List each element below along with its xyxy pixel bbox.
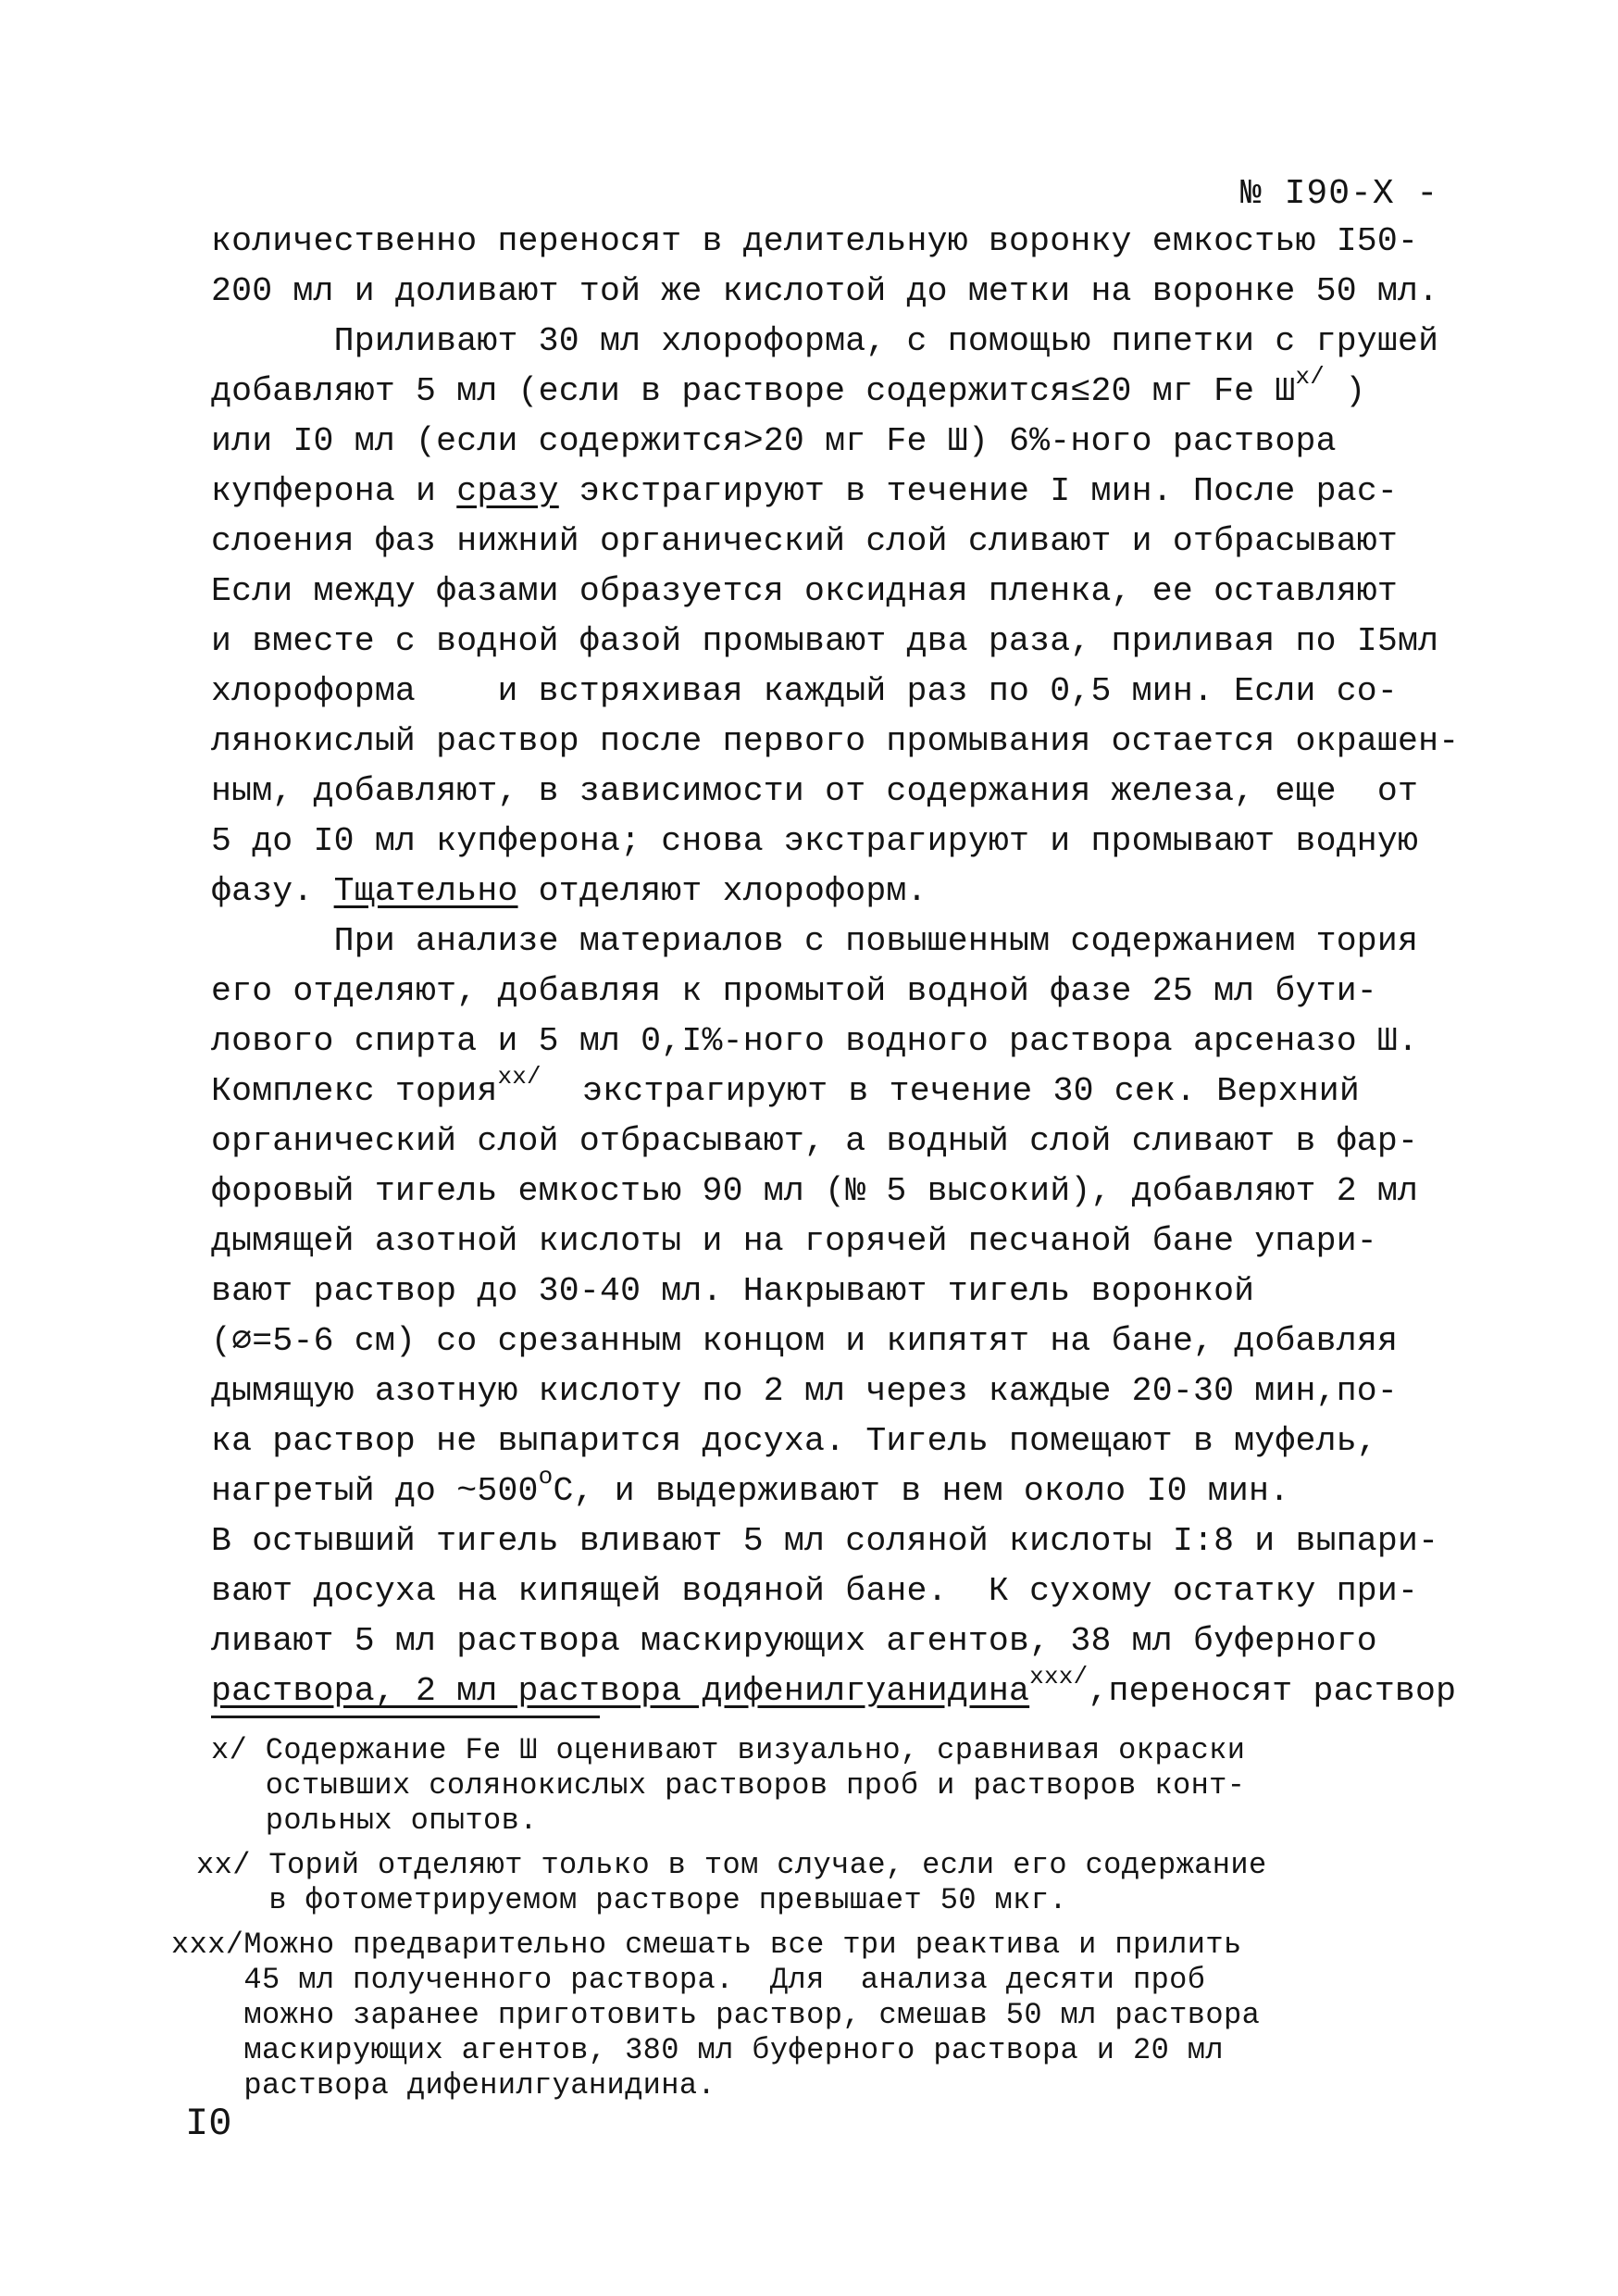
text-line (211, 1063, 1361, 1113)
text-line (211, 1463, 1290, 1513)
footnote-line: х/ Содержание Fe Ш оценивают визуально, сравнивая окраски (211, 1733, 1246, 1767)
text-line: 5 до I0 мл купферона; снова экстрагируют и промывают водную (211, 822, 1419, 860)
footnote-line: хх/ Торий отделяют только в том случае, если его содержание (196, 1848, 1267, 1882)
text-line: ка раствор не выпарится досуха. Тигель помещают в муфель, (211, 1422, 1377, 1460)
page-number: I0 (185, 2102, 232, 2146)
text-span: Комплекс тория (211, 1072, 498, 1110)
text-span: экстрагируют в течение 30 сек. Верхний (541, 1072, 1361, 1110)
footnote-line: остывших солянокислых растворов проб и растворов конт- (211, 1768, 1246, 1803)
text-line (211, 363, 1366, 413)
text-line: Если между фазами образуется оксидная пленка, ее оставляют (211, 572, 1399, 610)
text-span: раствора, 2 мл раствора дифенилгуанидина (211, 1672, 1030, 1710)
footnote-line: ххх/Можно предварительно смешать все три реактива и прилить (171, 1928, 1242, 1962)
footnote-line: маскирующих агентов, 380 мл буферного раствора и 20 мл (171, 2033, 1224, 2067)
footnote-ref: х/ (1295, 363, 1326, 391)
text-line: вают досуха на кипящей водяной бане. К сухому остатку при- (211, 1572, 1419, 1610)
footnote-line: можно заранее приготовить раствор, смешав 50 мл раствора (171, 1998, 1261, 2032)
text-line: Приливают 30 мл хлороформа, с помощью пипетки с грушей (211, 322, 1439, 360)
footnote-ref: хх/ (497, 1063, 541, 1091)
text-span: добавляют 5 мл (если в растворе содержится≤20 мг Fe Ш (211, 372, 1296, 410)
text-line (211, 870, 927, 913)
text-line: При анализе материалов с повышенным содержанием тория (211, 922, 1419, 960)
text-span: экстрагируют в течение I мин. После рас- (558, 472, 1399, 510)
text-line: дымящую азотную кислоту по 2 мл через каждые 20-30 мин,по- (211, 1372, 1399, 1410)
footnote-line: в фотометрируемом растворе превышает 50 мкг. (196, 1883, 1067, 1917)
text-line: количественно переносят в делительную воронку емкостью I50- (211, 222, 1419, 260)
text-line: хлороформа и встряхивая каждый раз по 0,5 мин. Если со- (211, 672, 1399, 710)
text-line: ным, добавляют, в зависимости от содержания железа, еще от (211, 772, 1419, 810)
text-line: вают раствор до 30-40 мл. Накрывают тигель воронкой (211, 1272, 1255, 1310)
document-number: № I90-Х - (1240, 174, 1439, 214)
footnote-ref: ххх/ (1029, 1663, 1089, 1691)
text-span: ,переносят раствор (1088, 1672, 1457, 1710)
text-line: его отделяют, добавляя к промытой водной фазе 25 мл бути- (211, 972, 1377, 1010)
text-line: лянокислый раствор после первого промывания остается окрашен- (211, 722, 1460, 760)
text-line: форовый тигель емкостью 90 мл (№ 5 высокий), добавляют 2 мл (211, 1172, 1419, 1210)
text-line: органический слой отбрасывают, а водный слой сливают в фар- (211, 1122, 1419, 1160)
text-span: ) (1325, 372, 1366, 410)
footnote-line: 45 мл полученного раствора. Для анализа десяти проб (171, 1963, 1206, 1997)
footnote-divider (211, 1716, 600, 1718)
underlined-word: Тщательно (333, 872, 518, 910)
text-line: лового спирта и 5 мл 0,I%-ного водного раствора арсеназо Ш. (211, 1022, 1419, 1060)
text-line: (⌀=5-6 см) со срезанным концом и кипятят на бане, добавляя (211, 1322, 1399, 1360)
text-line: В остывший тигель вливают 5 мл соляной кислоты I:8 и выпари- (211, 1522, 1439, 1560)
text-span: купферона и (211, 472, 457, 510)
text-line: или I0 мл (если содержится>20 мг Fe Ш) 6%-ного раствора (211, 422, 1337, 460)
text-line (211, 1663, 1457, 1713)
text-line: слоения фаз нижний органический слой сливают и отбрасывают (211, 522, 1399, 560)
text-span: фазу. (211, 872, 334, 910)
text-line: дымящей азотной кислоты и на горячей песчаной бане упари- (211, 1222, 1377, 1260)
underlined-word: сразу (456, 472, 559, 510)
text-span: С, и выдерживают в нем около I0 мин. (553, 1472, 1290, 1510)
text-span: отделяют хлороформ. (517, 872, 927, 910)
text-line (211, 470, 1398, 513)
text-line: 200 мл и доливают той же кислотой до метки на воронке 50 мл. (211, 272, 1439, 310)
superscript: о (538, 1463, 554, 1491)
footnote-line: рольных опытов. (211, 1803, 538, 1838)
footnote-line: раствора дифенилгуанидина. (171, 2068, 716, 2103)
text-line: ливают 5 мл раствора маскирующих агентов, 38 мл буферного (211, 1622, 1377, 1660)
text-line: и вместе с водной фазой промывают два раза, приливая по I5мл (211, 622, 1439, 660)
text-span: нагретый до ~500 (211, 1472, 539, 1510)
